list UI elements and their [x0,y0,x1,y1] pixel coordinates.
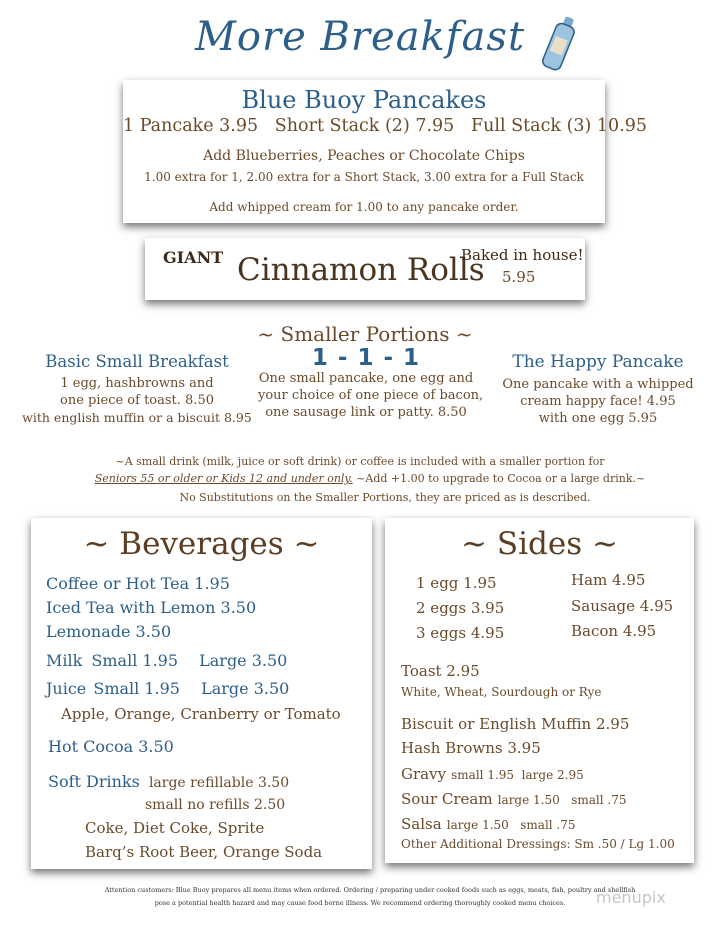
beverage-milk [46,651,287,670]
side-gravy [401,764,584,783]
beverages-box [31,518,372,869]
sides-heading: ~ Sides ~ [461,526,618,562]
side-egg-1: 1 egg 1.95 [416,574,497,592]
footer-line-1: Attention customers: Blue Buoy prepares all menu items when ordered. Ordering / preparing under cooked foods such as eggs, meats, fish, poultry and shellfish [104,886,636,894]
cinnamon-box [145,238,585,300]
juice-large: Large 3.50 [201,679,290,698]
beverages-heading: ~ Beverages ~ [83,526,320,562]
soft-list-1: Coke, Diet Coke, Sprite [85,819,265,837]
side-toast-types: White, Wheat, Sourdough or Rye [401,685,602,699]
beverage-hot-cocoa: Hot Cocoa 3.50 [48,737,174,756]
footer-line-2: pose a potential health hazard and may cause food borne illness. We recommend ordering thoroughly cooked menu choices. [154,899,566,907]
pancakes-whipped: Add whipped cream for 1.00 to any pancake order. [209,200,519,214]
side-egg-2: 2 eggs 3.95 [416,599,505,617]
side-sour-cream [401,789,626,808]
one-one-one-title: 1 - 1 - 1 [311,345,421,371]
salsa-name: Salsa [401,815,442,833]
basic-l2: one piece of toast. 8.50 [60,393,214,408]
pancakes-prices: 1 Pancake 3.95 Short Stack (2) 7.95 Full Stack (3) 10.95 [123,116,648,136]
side-egg-3: 3 eggs 4.95 [416,624,505,642]
smaller-note-2-eligibility: Seniors 55 or older or Kids 12 and under only. [94,472,353,485]
side-sausage: Sausage 4.95 [571,597,674,615]
beverage-iced-tea: Iced Tea with Lemon 3.50 [46,598,257,617]
basic-small-breakfast [0,352,274,425]
happy-title: The Happy Pancake [512,352,684,372]
happy-pancake [498,352,698,426]
smaller-note-3: No Substitutions on the Smaller Portions, they are priced as is described. [179,491,591,504]
watermark: menupix [596,888,666,907]
side-toast: Toast 2.95 [401,662,480,680]
one-one-one [258,345,484,420]
soft-list-2: Barq’s Root Beer, Orange Soda [85,843,323,861]
cinnamon-giant: GIANT [163,248,224,267]
happy-l3: with one egg 5.95 [538,411,658,426]
happy-l2: cream happy face! 4.95 [520,394,676,409]
basic-l3: with english muffin or a biscuit 8.95 [22,410,252,425]
gravy-prices: small 1.95 large 2.95 [451,768,584,782]
one-one-one-l3: one sausage link or patty. 8.50 [265,405,467,420]
one-one-one-l1: One small pancake, one egg and [258,371,474,386]
smaller-note-1: ~A small drink (milk, juice or soft drink) or coffee is included with a smaller portion for [115,455,605,468]
sides-box [385,518,694,863]
soft-name: Soft Drinks [48,772,140,791]
side-other-dressings: Other Additional Dressings: Sm .50 / Lg 1.00 [401,837,675,851]
happy-l1: One pancake with a whipped [502,377,694,392]
beverage-soft-drinks [48,772,289,791]
beverage-juice-types: Apple, Orange, Cranberry or Tomato [61,705,341,723]
smaller-heading: ~ Smaller Portions ~ [257,322,473,346]
salsa-prices: large 1.50 small .75 [446,818,576,832]
basic-l1: 1 egg, hashbrowns and [60,376,214,391]
page-title: More Breakfast [194,14,526,60]
side-biscuit: Biscuit or English Muffin 2.95 [401,715,630,733]
juice-small: Small 1.95 [93,679,180,698]
beverage-lemonade: Lemonade 3.50 [46,622,172,641]
smaller-note-2-upgrade: ~Add +1.00 to upgrade to Cocoa or a large drink.~ [352,472,646,485]
milk-large: Large 3.50 [199,651,288,670]
beverage-coffee: Coffee or Hot Tea 1.95 [46,574,230,593]
pancakes-title: Blue Buoy Pancakes [241,86,487,114]
pancakes-addons: Add Blueberries, Peaches or Chocolate Chips [203,148,525,164]
gravy-name: Gravy [401,765,447,783]
side-hash-browns: Hash Browns 3.95 [401,739,541,757]
smaller-note-2 [0,472,720,485]
pancakes-box [123,80,648,223]
cinnamon-title: Cinnamon Rolls [237,252,485,288]
soft-small: small no refills 2.50 [145,797,286,813]
cinnamon-baked: Baked in house! [461,246,584,264]
cinnamon-price: 5.95 [502,268,536,286]
basic-title: Basic Small Breakfast [45,352,229,371]
milk-small: Small 1.95 [91,651,179,670]
milk-name: Milk [46,651,83,670]
side-ham: Ham 4.95 [571,571,646,589]
side-bacon: Bacon 4.95 [571,622,657,640]
pancakes-addon-prices: 1.00 extra for 1, 2.00 extra for a Short Stack, 3.00 extra for a Full Stack [144,170,584,184]
juice-name: Juice [46,679,87,698]
sour-prices: large 1.50 small .75 [497,793,627,807]
one-one-one-l2: your choice of one piece of bacon, [258,388,484,403]
soft-large: large refillable 3.50 [148,775,290,791]
side-salsa [401,814,576,833]
sour-name: Sour Cream [401,790,493,808]
bottle-icon [540,14,580,74]
beverage-juice [46,679,289,698]
